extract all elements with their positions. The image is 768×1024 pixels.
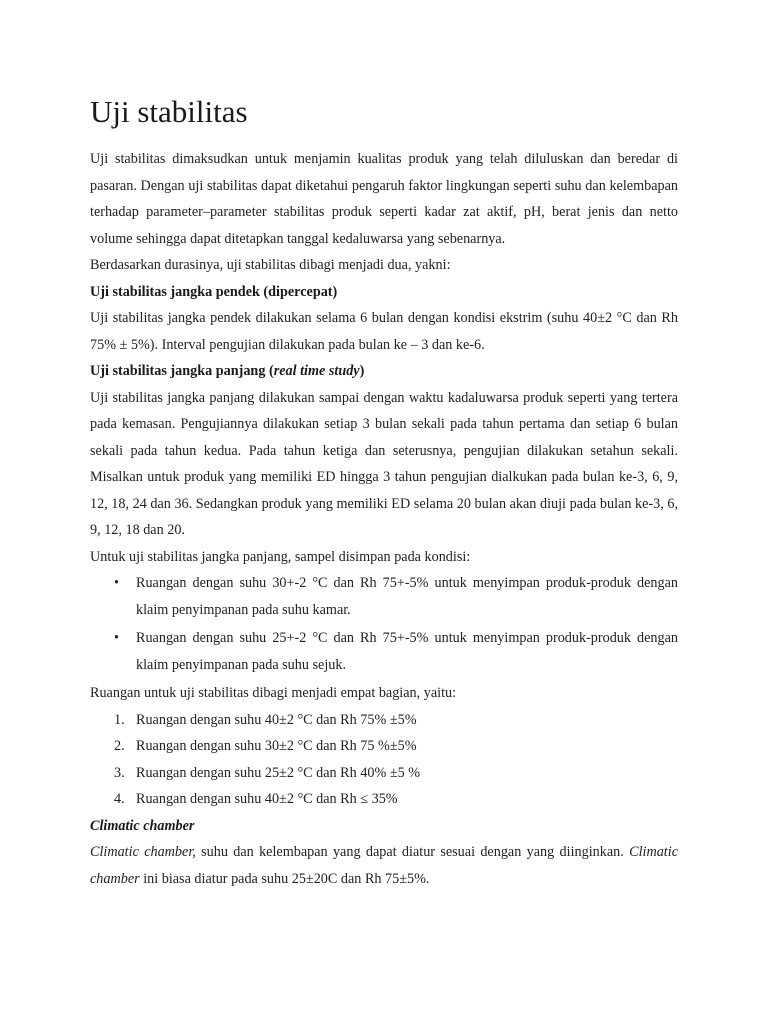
page-title: Uji stabilitas bbox=[90, 94, 248, 129]
list-item bbox=[90, 625, 678, 678]
climatic-text-2: ini biasa diatur pada suhu 25±20C dan Rh 75±5%. bbox=[139, 870, 430, 887]
climatic-term: Climatic chamber bbox=[90, 844, 678, 887]
list-item bbox=[90, 707, 678, 734]
list-number: 4. bbox=[114, 791, 125, 807]
long-term-heading bbox=[90, 358, 678, 385]
room-text: Ruangan dengan suhu 40±2 °C dan Rh 75% ±5% bbox=[136, 711, 417, 728]
list-item bbox=[90, 760, 678, 787]
bullet-icon: • bbox=[114, 630, 119, 646]
condition-text: Ruangan dengan suhu 25+-2 °C dan Rh 75+-5% untuk menyimpan produk-produk dengan klaim penyimpanan pada suhu sejuk. bbox=[136, 630, 678, 673]
list-number: 1. bbox=[114, 711, 125, 728]
condition-text: Ruangan dengan suhu 30+-2 °C dan Rh 75+-5% untuk menyimpan produk-produk dengan klaim penyimpanan pada suhu kamar. bbox=[136, 575, 678, 618]
list-item bbox=[90, 786, 678, 813]
list-item bbox=[90, 733, 678, 760]
conditions-intro: Untuk uji stabilitas jangka panjang, sampel disimpan pada kondisi: bbox=[90, 548, 471, 565]
division-intro: Berdasarkan durasinya, uji stabilitas dibagi menjadi dua, yakni: bbox=[90, 257, 451, 273]
rooms-intro: Ruangan untuk uji stabilitas dibagi menjadi empat bagian, yaitu: bbox=[90, 685, 457, 701]
room-text: Ruangan dengan suhu 30±2 °C dan Rh 75 %±5% bbox=[136, 738, 417, 754]
list-number: 3. bbox=[114, 764, 125, 781]
bullet-icon: • bbox=[114, 575, 119, 591]
long-term-paragraph: Uji stabilitas jangka panjang dilakukan sampai dengan waktu kadaluwarsa produk seperti yang tertera pada kemasan. Pengujiannya dilakukan setiap 3 bulan sekali pada tahun pertama dan setiap 6 bulan sekali pada tahun kedua. Pada tahun ketiga dan seterusnya, pengujian dilakukan setahun sekali. Misalkan untuk produk yang memiliki ED hingga 3 tahun pengujian dialkukan pada bulan ke-3, 6, 9, 12, 18, 24 dan 36. Sedangkan produk yang memiliki ED selama 20 bulan akan diuji pada bulan ke-3, 6, 9, 12, 18 dan 20. bbox=[90, 389, 678, 538]
climatic-paragraph bbox=[90, 839, 678, 892]
intro-paragraph: Uji stabilitas dimaksudkan untuk menjamin kualitas produk yang telah diluluskan dan beredar di pasaran. Dengan uji stabilitas dapat diketahui pengaruh faktor lingkungan seperti suhu dan kelembapan terhadap parameter–parameter stabilitas produk seperti kadar zat aktif, pH, berat jenis dan netto volume sehingga dapat ditetapkan tanggal kedaluwarsa yang sebenarnya. bbox=[90, 151, 678, 247]
room-text: Ruangan dengan suhu 25±2 °C dan Rh 40% ±5 % bbox=[136, 764, 421, 781]
list-item bbox=[90, 570, 678, 623]
climatic-heading: Climatic chamber bbox=[90, 817, 195, 834]
rooms-list bbox=[90, 707, 678, 813]
list-number: 2. bbox=[114, 738, 125, 754]
short-term-paragraph: Uji stabilitas jangka pendek dilakukan selama 6 bulan dengan kondisi ekstrim (suhu 40±2 °C dan Rh 75% ± 5%). Interval pengujian dilakukan pada bulan ke – 3 dan ke-6. bbox=[90, 310, 678, 353]
conditions-list bbox=[90, 570, 678, 678]
climatic-text-1: suhu dan kelembapan yang dapat diatur sesuai dengan yang diinginkan. bbox=[195, 844, 630, 860]
long-term-heading-italic: real time study bbox=[273, 363, 360, 379]
climatic-term: Climatic chamber, bbox=[90, 844, 196, 860]
short-term-heading: Uji stabilitas jangka pendek (dipercepat) bbox=[90, 283, 338, 300]
room-text: Ruangan dengan suhu 40±2 °C dan Rh ≤ 35% bbox=[136, 791, 398, 807]
long-term-heading-suffix: ) bbox=[359, 363, 365, 379]
long-term-heading-prefix: Uji stabilitas jangka panjang ( bbox=[90, 363, 274, 379]
